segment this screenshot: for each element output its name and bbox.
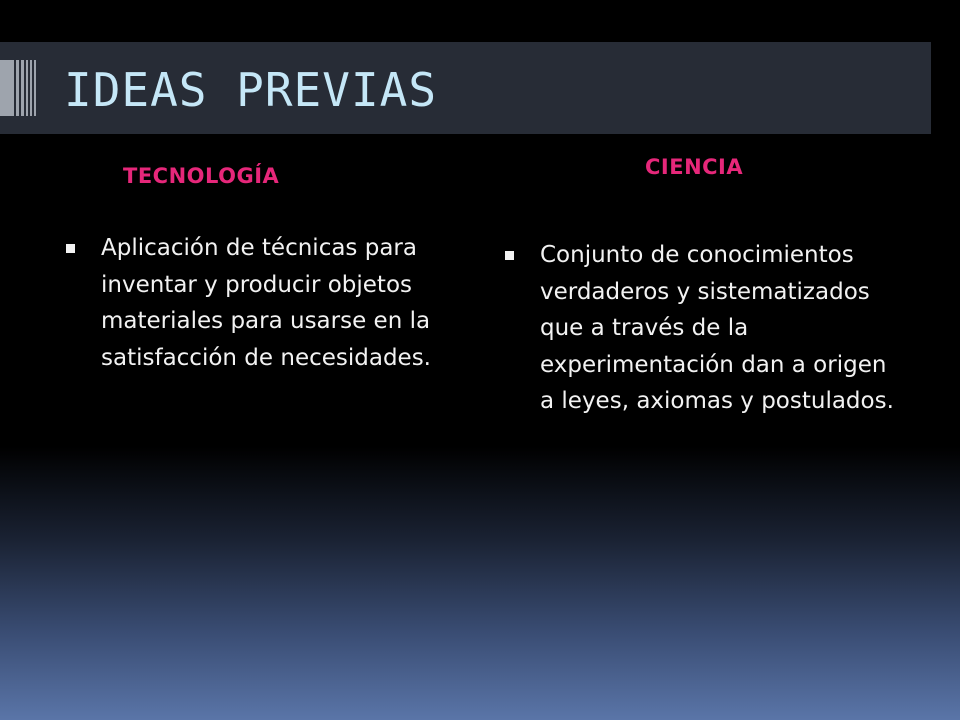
slide-title: IDEAS PREVIAS xyxy=(64,63,438,117)
title-stripes-decoration xyxy=(0,60,40,116)
stripe-bar xyxy=(21,60,24,116)
title-band xyxy=(0,42,931,134)
column-heading-tecnologia: TECNOLOGÍA xyxy=(123,164,280,188)
stripe-bar xyxy=(16,60,19,116)
stripe-bar xyxy=(30,60,32,116)
column-heading-ciencia: CIENCIA xyxy=(645,155,744,179)
square-bullet-icon xyxy=(505,251,514,260)
square-bullet-icon xyxy=(66,244,75,253)
bullet-text-tecnologia: Aplicación de técnicas para inventar y producir objetos materiales para usarse en la satisfacción de necesidades. xyxy=(101,235,431,371)
stripe-bar xyxy=(26,60,28,116)
bullet-item-ciencia xyxy=(505,237,905,420)
bullet-text-ciencia: Conjunto de conocimientos verdaderos y sistematizados que a través de la experimentación dan a origen a leyes, axiomas y postulados. xyxy=(540,242,894,414)
stripe-bar xyxy=(0,60,14,116)
stripe-bar xyxy=(34,60,36,116)
bullet-item-tecnologia xyxy=(66,230,461,376)
